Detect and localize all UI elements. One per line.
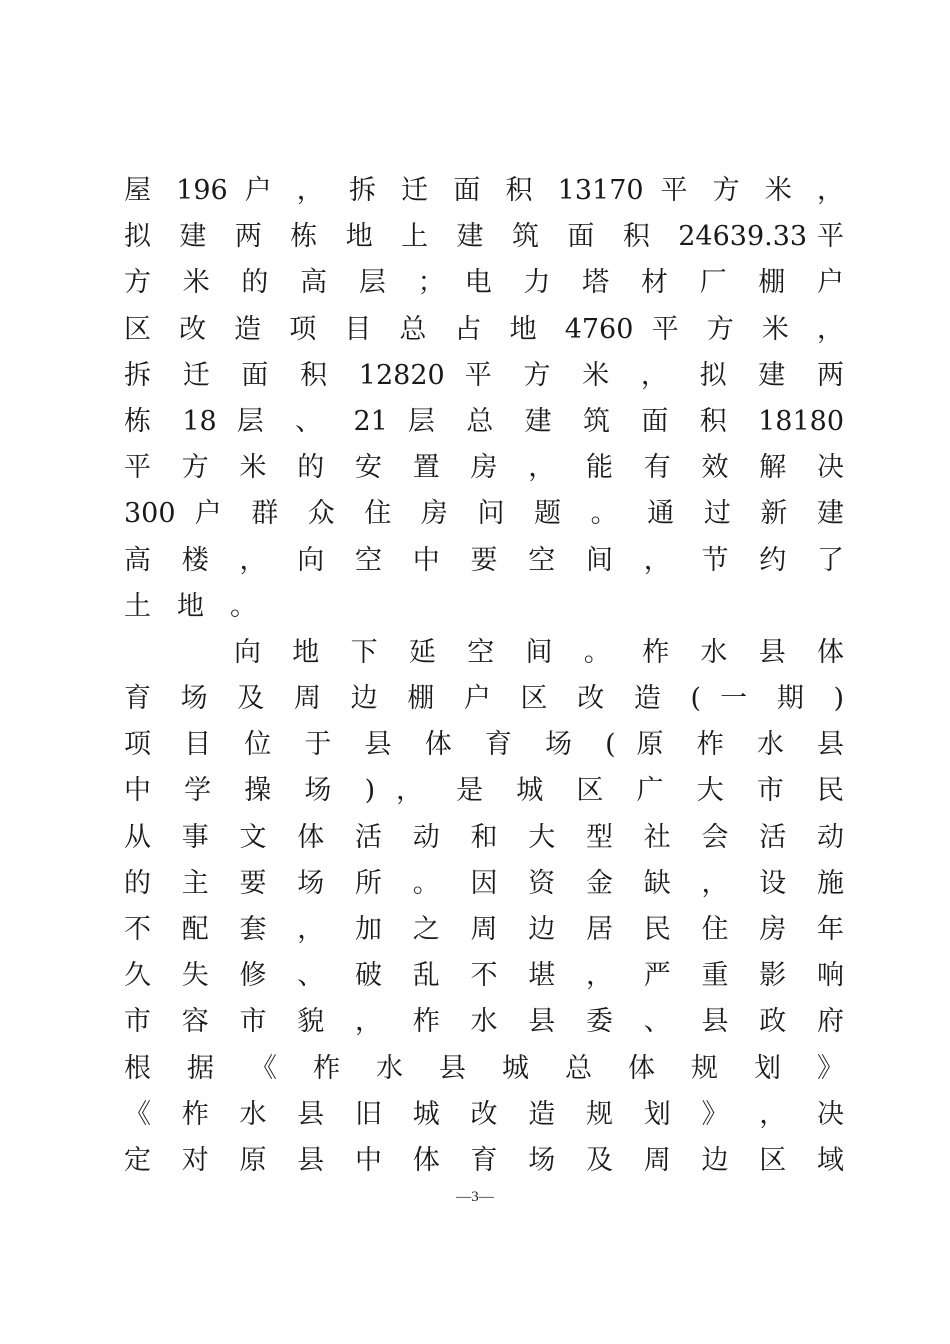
text-line: 中 学 操 场 ) ， 是 城 区 广 大 市 民 <box>124 775 844 807</box>
text-line: 拟 建 两 栋 地 上 建 筑 面 积 24639.33平 <box>124 221 844 253</box>
text-line: 300 户 群 众 住 房 问 题 。 通 过 新 建 <box>124 498 844 530</box>
text-line: 屋 196 户 ， 拆 迁 面 积 13170 平 方 米 ， <box>124 175 844 206</box>
text-line: 栋 18 层 、 21 层 总 建 筑 面 积 18180 <box>124 405 844 437</box>
text-line: 高 楼 ， 向 空 中 要 空 间 ， 节 约 了 <box>124 544 844 576</box>
text-line: 平 方 米 的 安 置 房 ， 能 有 效 解 决 <box>124 452 844 484</box>
text-line: 市 容 市 貌 ， 柞 水 县 委 、 县 政 府 <box>124 1006 844 1038</box>
text-line: 从 事 文 体 活 动 和 大 型 社 会 活 动 <box>124 821 844 853</box>
text-line: 项 目 位 于 县 体 育 场 ( 原 柞 水 县 <box>124 729 844 761</box>
text-line: 根 据 《 柞 水 县 城 总 体 规 划 》 <box>124 1052 844 1084</box>
text-line: 区 改 造 项 目 总 占 地 4760 平 方 米 ， <box>124 313 844 345</box>
text-line: 定 对 原 县 中 体 育 场 及 周 边 区 域 <box>124 1144 844 1176</box>
text-line: 《 柞 水 县 旧 城 改 造 规 划 》 ， 决 <box>124 1098 844 1130</box>
text-line: 不 配 套 ， 加 之 周 边 居 民 住 房 年 <box>124 914 844 945</box>
text-line: 方 米 的 高 层 ； 电 力 塔 材 厂 棚 户 <box>124 267 844 299</box>
text-line: 育 场 及 周 边 棚 户 区 改 造 ( 一 期 ) <box>124 683 844 715</box>
text-line: 的 主 要 场 所 。 因 资 金 缺 ， 设 施 <box>124 867 844 899</box>
body-text <box>124 168 844 1184</box>
text-line: 久 失 修 、 破 乱 不 堪 ， 严 重 影 响 <box>124 960 844 992</box>
page-number: —3— <box>456 1189 494 1205</box>
text-line: 拆 迁 面 积 12820 平 方 米 ， 拟 建 两 <box>124 359 844 391</box>
paragraph-first-line: 向 地 下 延 空 间 。 柞 水 县 体 <box>234 636 844 668</box>
text-line: 土地。 <box>124 590 283 622</box>
